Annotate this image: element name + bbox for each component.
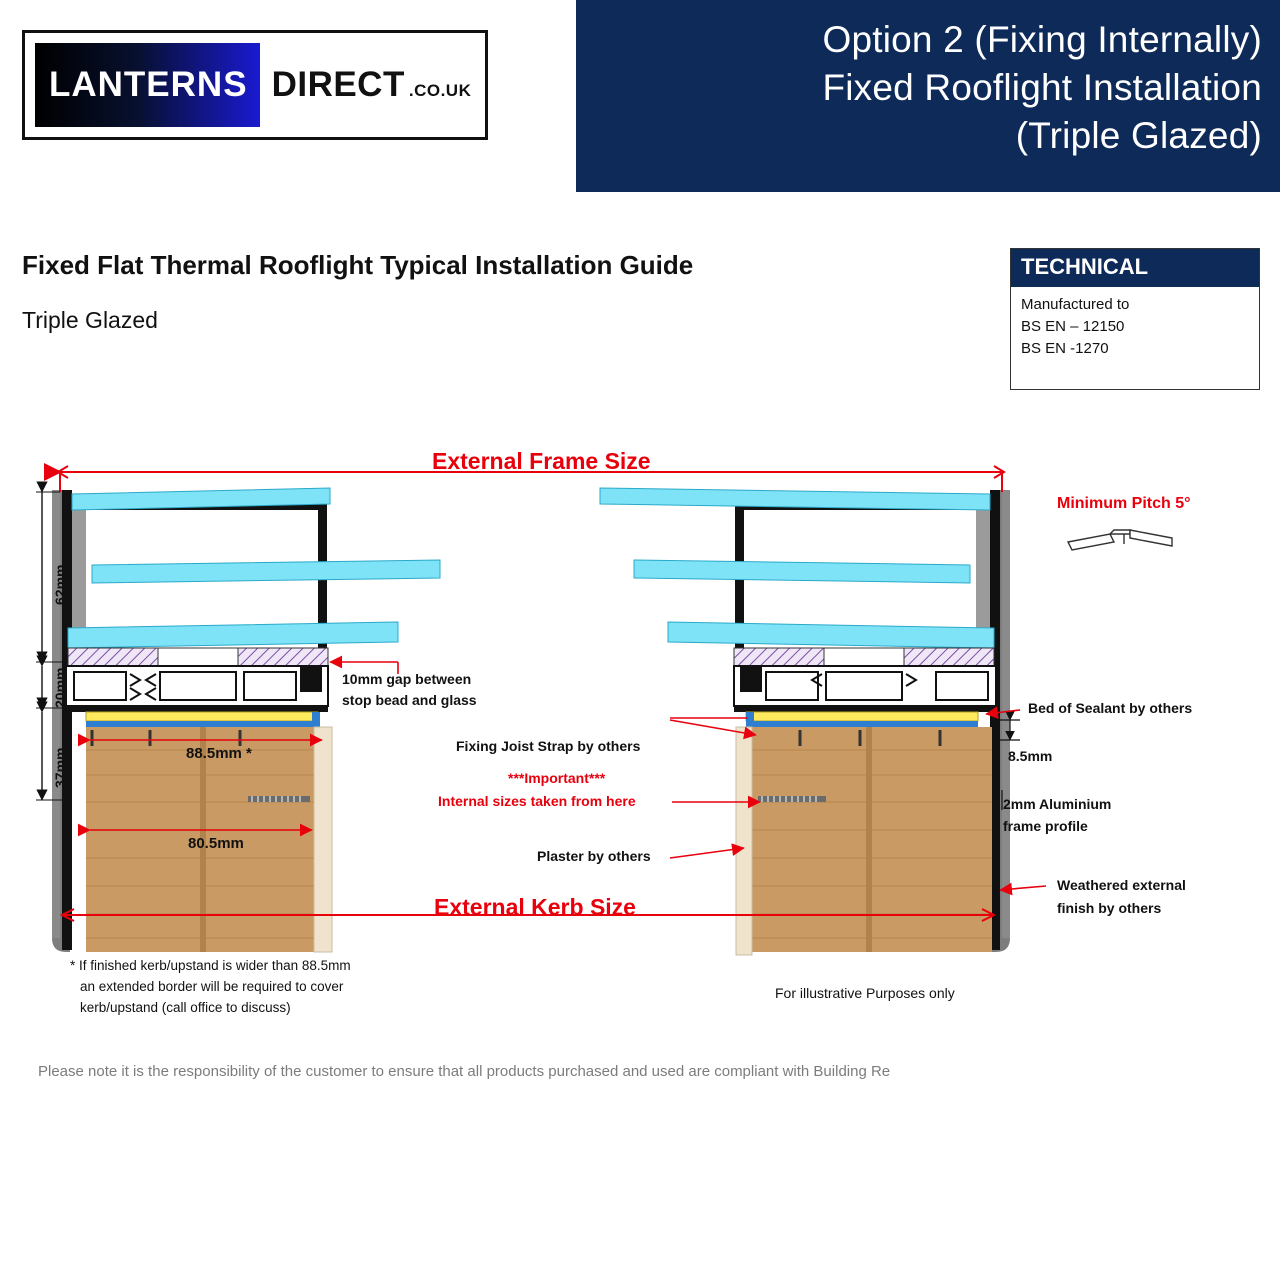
label-weathered-line1: Weathered external [1057, 877, 1186, 893]
dim-80-5mm: 80.5mm [188, 835, 244, 852]
label-bed-of-sealant: Bed of Sealant by others [1028, 700, 1193, 716]
technical-line-2: BS EN -1270 [1021, 340, 1109, 357]
logo-domain-suffix: .CO.UK [408, 81, 472, 100]
technical-heading: TECHNICAL [1011, 249, 1259, 287]
label-fixing-joist-strap: Fixing Joist Strap by others [456, 738, 641, 754]
logo-direct-text: DIRECT [271, 65, 405, 104]
disclaimer-note: Please note it is the responsibility of the customer to ensure that all products purchased and used are compliant with Building Re [38, 1063, 891, 1080]
kerb-footnote-line2: an extended border will be required to cover [80, 979, 344, 994]
kerb-footnote-line1: * If finished kerb/upstand is wider than 88.5mm [70, 958, 351, 973]
label-minimum-pitch: Minimum Pitch 5° [1057, 495, 1191, 512]
label-aluminium-line1: 2mm Aluminium [1003, 796, 1112, 812]
label-weathered-line2: finish by others [1057, 900, 1162, 916]
label-important-line2: Internal sizes taken from here [438, 793, 636, 809]
kerb-footnote-line3: kerb/upstand (call office to discuss) [80, 1000, 291, 1015]
label-external-kerb-size: External Kerb Size [434, 894, 636, 920]
diagram-svg [0, 430, 1280, 1030]
dim-62mm: 62mm [52, 564, 68, 605]
dim-88-5mm: 88.5mm * [186, 745, 252, 762]
label-gap-note-line1: 10mm gap between [342, 671, 472, 687]
header-title-line3: (Triple Glazed) [1015, 115, 1262, 156]
header-title [822, 16, 1262, 160]
technical-body [1011, 287, 1259, 367]
dim-8-5mm: 8.5mm [1008, 748, 1053, 764]
header-title-line2: Fixed Rooflight Installation [822, 67, 1262, 108]
logo-left-text: LANTERNS [35, 43, 260, 127]
technical-line-0: Manufactured to [1021, 296, 1130, 313]
illustrative-note: For illustrative Purposes only [775, 985, 955, 1001]
technical-line-1: BS EN – 12150 [1021, 318, 1125, 335]
page-subtitle: Triple Glazed [22, 307, 158, 333]
label-important-line1: ***Important*** [508, 770, 606, 786]
dim-20mm: 20mm [52, 667, 68, 708]
label-aluminium-line2: frame profile [1003, 818, 1088, 834]
label-gap-note-line2: stop bead and glass [342, 692, 477, 708]
page-title: Fixed Flat Thermal Rooflight Typical Installation Guide [22, 250, 694, 280]
label-plaster: Plaster by others [537, 848, 651, 864]
dim-37mm: 37mm [52, 747, 68, 788]
technical-box [1010, 248, 1260, 390]
label-external-frame-size: External Frame Size [432, 448, 651, 474]
logo-right-text [260, 65, 472, 105]
kerb-footnote [70, 955, 351, 1018]
installation-diagram [0, 430, 1280, 1030]
brand-logo [22, 30, 488, 140]
header-band [576, 0, 1280, 192]
header-title-line1: Option 2 (Fixing Internally) [822, 19, 1262, 60]
